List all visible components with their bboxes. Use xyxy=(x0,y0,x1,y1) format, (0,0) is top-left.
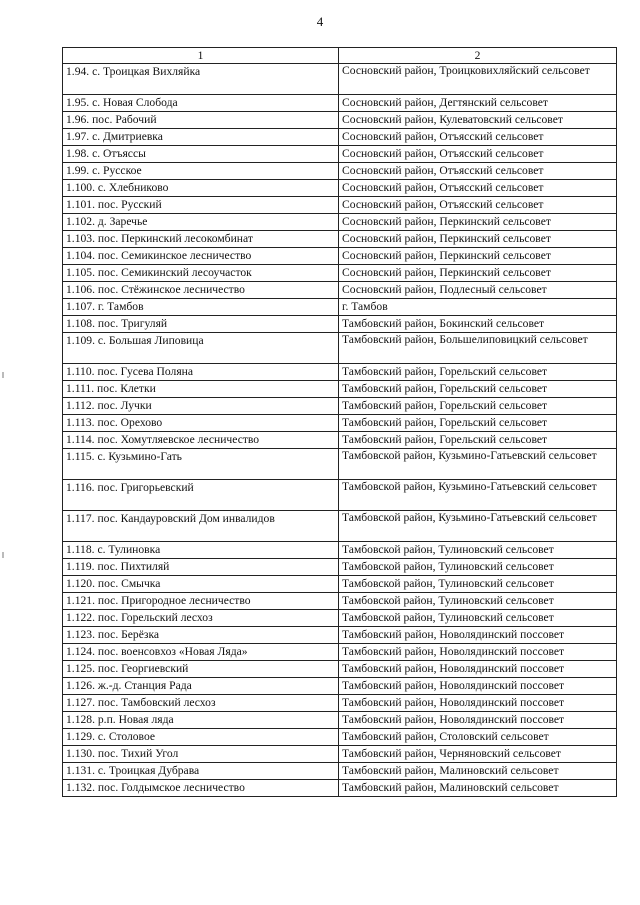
table-row xyxy=(63,593,617,610)
table-row xyxy=(63,299,617,316)
municipality-cell: Тамбовский район, Горельский сельсовет xyxy=(339,415,617,432)
table-row xyxy=(63,248,617,265)
table-row xyxy=(63,610,617,627)
settlement-name-cell: 1.123. пос. Берёзка xyxy=(63,627,339,644)
settlement-name-cell: 1.99. с. Русское xyxy=(63,163,339,180)
settlement-name-cell: 1.119. пос. Пихтиляй xyxy=(63,559,339,576)
municipality-cell: Тамбовский район, Малиновский сельсовет xyxy=(339,763,617,780)
table-row xyxy=(63,678,617,695)
municipality-cell: Тамбовский район, Черняновский сельсовет xyxy=(339,746,617,763)
table-row xyxy=(63,746,617,763)
table-row xyxy=(63,729,617,746)
municipality-cell: Сосновский район, Подлесный сельсовет xyxy=(339,282,617,299)
municipality-cell: Сосновский район, Перкинский сельсовет xyxy=(339,231,617,248)
settlement-name-cell: 1.113. пос. Орехово xyxy=(63,415,339,432)
table-row xyxy=(63,559,617,576)
settlement-name-cell: 1.130. пос. Тихий Угол xyxy=(63,746,339,763)
settlement-name-cell: 1.117. пос. Кандауровский Дом инвалидов xyxy=(63,511,339,542)
municipality-cell: Тамбовский район, Бокинский сельсовет xyxy=(339,316,617,333)
column-header-1: 1 xyxy=(63,48,339,64)
table-row xyxy=(63,480,617,511)
settlement-name-cell: 1.107. г. Тамбов xyxy=(63,299,339,316)
municipality-cell: Тамбовской район, Тулиновский сельсовет xyxy=(339,559,617,576)
municipality-cell: Тамбовский район, Новолядинский поссовет xyxy=(339,712,617,729)
municipality-cell: Тамбовский район, Столовский сельсовет xyxy=(339,729,617,746)
municipality-cell: Тамбовской район, Кузьмино-Гатьевский сельсовет xyxy=(339,449,617,480)
table-row xyxy=(63,644,617,661)
table-row xyxy=(63,432,617,449)
settlement-name-cell: 1.96. пос. Рабочий xyxy=(63,112,339,129)
municipality-cell: Сосновский район, Отъясский сельсовет xyxy=(339,163,617,180)
municipality-cell: Тамбовской район, Кузьмино-Гатьевский сельсовет xyxy=(339,511,617,542)
settlement-name-cell: 1.118. с. Тулиновка xyxy=(63,542,339,559)
municipality-cell: Сосновский район, Отъясский сельсовет xyxy=(339,146,617,163)
settlement-name-cell: 1.95. с. Новая Слобода xyxy=(63,95,339,112)
table-row xyxy=(63,695,617,712)
municipality-cell: Тамбовской район, Тулиновский сельсовет xyxy=(339,542,617,559)
municipality-cell: Сосновский район, Троицковихляйский сельсовет xyxy=(339,64,617,95)
table-body xyxy=(63,64,617,797)
settlement-name-cell: 1.120. пос. Смычка xyxy=(63,576,339,593)
table-row xyxy=(63,163,617,180)
table-row xyxy=(63,282,617,299)
settlement-name-cell: 1.128. р.п. Новая ляда xyxy=(63,712,339,729)
settlement-name-cell: 1.129. с. Столовое xyxy=(63,729,339,746)
settlement-name-cell: 1.115. с. Кузьмино-Гать xyxy=(63,449,339,480)
settlement-name-cell: 1.103. пос. Перкинский лесокомбинат xyxy=(63,231,339,248)
municipality-cell: Тамбовской район, Тулиновский сельсовет xyxy=(339,593,617,610)
settlement-name-cell: 1.126. ж.-д. Станция Рада xyxy=(63,678,339,695)
municipality-cell: Тамбовский район, Новолядинский поссовет xyxy=(339,661,617,678)
settlement-name-cell: 1.127. пос. Тамбовский лесхоз xyxy=(63,695,339,712)
settlement-name-cell: 1.102. д. Заречье xyxy=(63,214,339,231)
municipality-cell: Тамбовский район, Новолядинский поссовет xyxy=(339,644,617,661)
municipality-cell: Сосновский район, Отъясский сельсовет xyxy=(339,197,617,214)
settlement-name-cell: 1.108. пос. Тригуляй xyxy=(63,316,339,333)
municipality-cell: Тамбовский район, Новолядинский поссовет xyxy=(339,627,617,644)
table-row xyxy=(63,763,617,780)
table-row xyxy=(63,95,617,112)
municipality-cell: Сосновский район, Отъясский сельсовет xyxy=(339,129,617,146)
municipality-cell: Сосновский район, Отъясский сельсовет xyxy=(339,180,617,197)
settlement-name-cell: 1.101. пос. Русский xyxy=(63,197,339,214)
municipality-cell: Тамбовский район, Большелиповицкий сельсовет xyxy=(339,333,617,364)
municipality-cell: Тамбовский район, Новолядинский поссовет xyxy=(339,695,617,712)
municipality-cell: Тамбовский район, Новолядинский поссовет xyxy=(339,678,617,695)
table-row xyxy=(63,265,617,282)
table-row xyxy=(63,542,617,559)
table-row xyxy=(63,627,617,644)
municipality-cell: Тамбовской район, Тулиновский сельсовет xyxy=(339,610,617,627)
table-row xyxy=(63,449,617,480)
table-row xyxy=(63,780,617,797)
settlement-name-cell: 1.111. пос. Клетки xyxy=(63,381,339,398)
municipality-cell: Сосновский район, Кулеватовский сельсовет xyxy=(339,112,617,129)
settlement-name-cell: 1.106. пос. Стёжинское лесничество xyxy=(63,282,339,299)
municipality-cell: Сосновский район, Перкинский сельсовет xyxy=(339,214,617,231)
table-row xyxy=(63,333,617,364)
table-row xyxy=(63,214,617,231)
table-row xyxy=(63,197,617,214)
settlement-name-cell: 1.109. с. Большая Липовица xyxy=(63,333,339,364)
column-header-2: 2 xyxy=(339,48,617,64)
municipality-cell: Тамбовской район, Тулиновский сельсовет xyxy=(339,576,617,593)
settlement-name-cell: 1.110. пос. Гусева Поляна xyxy=(63,364,339,381)
settlement-name-cell: 1.105. пос. Семикинский лесоучасток xyxy=(63,265,339,282)
municipality-cell: г. Тамбов xyxy=(339,299,617,316)
settlement-name-cell: 1.98. с. Отъяссы xyxy=(63,146,339,163)
municipality-cell: Тамбовский район, Горельский сельсовет xyxy=(339,364,617,381)
settlement-name-cell: 1.122. пос. Горельский лесхоз xyxy=(63,610,339,627)
table-row xyxy=(63,180,617,197)
settlement-name-cell: 1.124. пос. военсовхоз «Новая Ляда» xyxy=(63,644,339,661)
municipality-cell: Сосновский район, Перкинский сельсовет xyxy=(339,265,617,282)
page-number: 4 xyxy=(316,14,324,29)
settlement-name-cell: 1.116. пос. Григорьевский xyxy=(63,480,339,511)
settlement-name-cell: 1.121. пос. Пригородное лесничество xyxy=(63,593,339,610)
municipality-cell: Сосновский район, Перкинский сельсовет xyxy=(339,248,617,265)
municipality-cell: Тамбовский район, Горельский сельсовет xyxy=(339,398,617,415)
municipality-cell: Тамбовский район, Горельский сельсовет xyxy=(339,432,617,449)
settlement-name-cell: 1.112. пос. Лучки xyxy=(63,398,339,415)
municipality-cell: Тамбовской район, Кузьмино-Гатьевский сельсовет xyxy=(339,480,617,511)
table-row xyxy=(63,381,617,398)
municipality-cell: Тамбовский район, Малиновский сельсовет xyxy=(339,780,617,797)
table-row xyxy=(63,112,617,129)
settlement-name-cell: 1.131. с. Троицкая Дубрава xyxy=(63,763,339,780)
table-row xyxy=(63,364,617,381)
table-row xyxy=(63,316,617,333)
table-header-row xyxy=(63,48,617,64)
settlement-name-cell: 1.114. пос. Хомутляевское лесничество xyxy=(63,432,339,449)
table-row xyxy=(63,661,617,678)
table-row xyxy=(63,712,617,729)
settlement-name-cell: 1.104. пос. Семикинское лесничество xyxy=(63,248,339,265)
table-row xyxy=(63,576,617,593)
table-row xyxy=(63,64,617,95)
table-row xyxy=(63,398,617,415)
settlement-name-cell: 1.100. с. Хлебниково xyxy=(63,180,339,197)
margin-mark xyxy=(2,552,4,558)
table-row xyxy=(63,231,617,248)
settlement-name-cell: 1.97. с. Дмитриевка xyxy=(63,129,339,146)
table-row xyxy=(63,129,617,146)
settlement-name-cell: 1.125. пос. Георгиевский xyxy=(63,661,339,678)
table-row xyxy=(63,511,617,542)
municipality-cell: Сосновский район, Дегтянский сельсовет xyxy=(339,95,617,112)
municipality-cell: Тамбовский район, Горельский сельсовет xyxy=(339,381,617,398)
settlement-name-cell: 1.132. пос. Голдымское лесничество xyxy=(63,780,339,797)
table-row xyxy=(63,415,617,432)
settlement-name-cell: 1.94. с. Троицкая Вихляйка xyxy=(63,64,339,95)
settlements-table xyxy=(62,47,617,797)
margin-mark xyxy=(2,372,4,378)
table-row xyxy=(63,146,617,163)
